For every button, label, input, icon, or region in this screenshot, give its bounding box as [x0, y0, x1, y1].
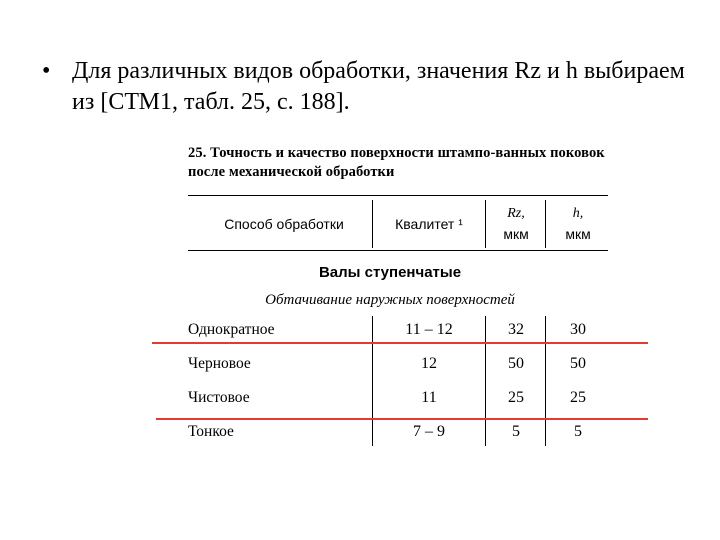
subsection-title: Обтачивание наружных поверхностей — [265, 292, 515, 308]
header-h-unit: мкм — [565, 226, 591, 242]
row-4-h: 5 — [574, 423, 582, 440]
table-title: 25. Точность и качество поверхности штампо-ванных поковок после механической обработки — [188, 145, 605, 180]
header-sep-3 — [545, 200, 546, 248]
scanned-table — [180, 140, 620, 460]
row-2-grade: 12 — [421, 355, 437, 372]
row-3-rz: 25 — [508, 389, 524, 406]
row-1-h: 30 — [570, 321, 586, 338]
slide-text: Для различных видов обработки, значения Rz и h выбираем из [СТМ1, табл. 25, с. 188]. — [72, 58, 685, 115]
row-4-rz: 5 — [512, 423, 520, 440]
bullet-marker: • — [42, 58, 51, 84]
row-2-method: Черновое — [188, 355, 251, 372]
body-sep-2 — [485, 316, 486, 446]
row-4-grade: 7 – 9 — [413, 423, 445, 440]
header-rz-unit: мкм — [503, 226, 529, 242]
header-bottom-rule — [188, 250, 608, 251]
highlight-line-top — [152, 342, 648, 344]
header-sep-2 — [485, 200, 486, 248]
row-2-rz: 50 — [508, 355, 524, 372]
row-4-method: Тонкое — [188, 423, 234, 440]
header-top-rule — [188, 195, 608, 196]
header-method: Способ обработки — [224, 216, 344, 232]
header-h: h, — [572, 206, 584, 221]
row-3-method: Чистовое — [188, 389, 250, 406]
row-3-grade: 11 — [421, 389, 437, 406]
section-title: Валы ступенчатые — [318, 264, 462, 281]
row-3-h: 25 — [570, 389, 586, 406]
body-sep-1 — [372, 316, 373, 446]
row-2-h: 50 — [570, 355, 586, 372]
header-grade: Квалитет ¹ — [395, 216, 463, 232]
header-rz: Rz, — [507, 206, 525, 221]
row-1-grade: 11 – 12 — [405, 321, 453, 338]
body-sep-3 — [545, 316, 546, 446]
highlight-line-bottom — [156, 418, 648, 420]
row-1-rz: 32 — [508, 321, 524, 338]
row-1-method: Однократное — [188, 321, 275, 338]
